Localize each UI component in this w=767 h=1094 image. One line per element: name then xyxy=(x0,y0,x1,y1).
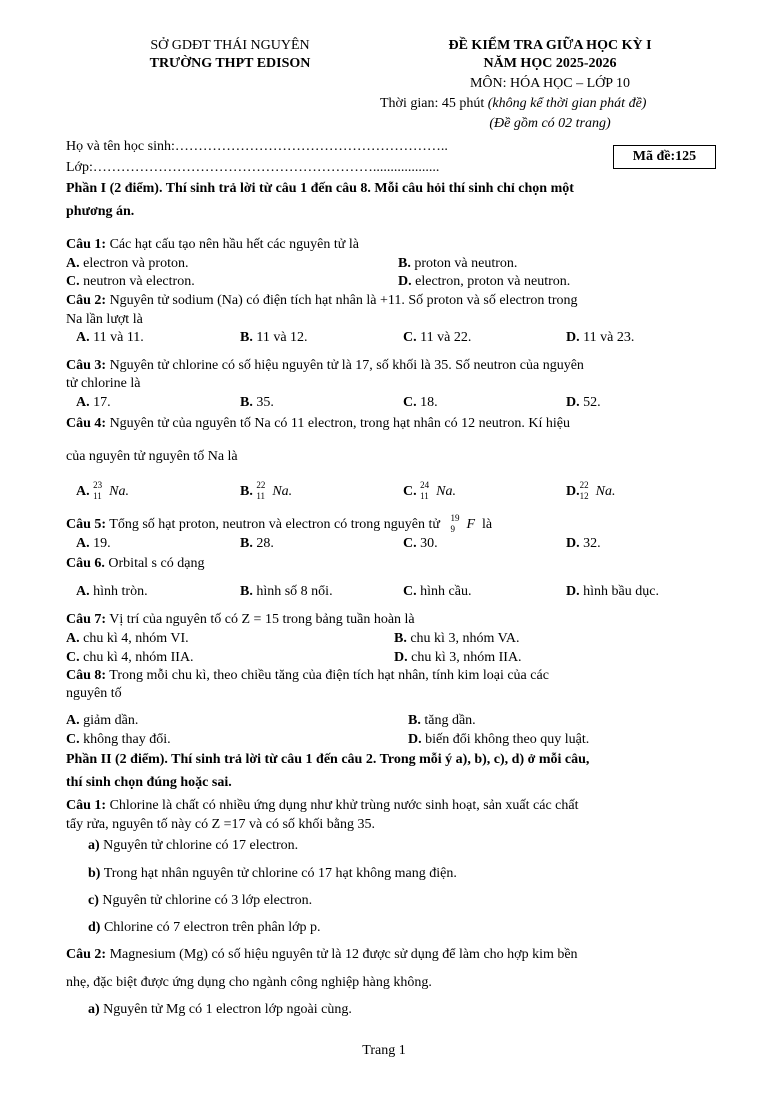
part1-title: Phần I (2 điểm). Thí sinh trả lời từ câu 1 đến câu 8. Mỗi câu hỏi thí sinh chỉ chọn một xyxy=(66,181,574,196)
q6-option-c: C. hình cầu. xyxy=(403,584,472,599)
q3-stem-cont: tử chlorine là xyxy=(66,376,141,391)
q7-option-c: C. chu kì 4, nhóm IIA. xyxy=(66,650,194,665)
q4-stem: Câu 4: Nguyên tử của nguyên tố Na có 11 electron, trong hạt nhân có 12 neutron. Kí hiệu xyxy=(66,416,570,431)
p2q2-stem: Câu 2: Magnesium (Mg) có số hiệu nguyên tử là 12 được sử dụng để làm cho hợp kim bền xyxy=(66,947,578,962)
p2q1-statement-d: d) Chlorine có 7 electron trên phân lớp p. xyxy=(88,920,321,935)
q5-stem: Câu 5: Tổng số hạt proton, neutron và electron có trong nguyên tử 19 9 F là xyxy=(66,513,493,534)
q1-option-a: A. electron và proton. xyxy=(66,256,189,271)
q1-option-c: C. neutron và electron. xyxy=(66,274,195,289)
q4-option-c: C. 24 11 Na. xyxy=(403,480,456,501)
q2-stem-cont: Na lần lượt là xyxy=(66,312,143,327)
p2q1-stem-cont: tẩy rửa, nguyên tố này có Z =17 và có số khối bằng 35. xyxy=(66,817,376,832)
q4-option-b: B. 22 11 Na. xyxy=(240,480,293,501)
q3-option-b: B. 35. xyxy=(240,395,274,410)
dept-name: SỞ GDĐT THÁI NGUYÊN xyxy=(150,38,310,53)
q8-stem-cont: nguyên tố xyxy=(66,686,122,701)
q8-option-b: B. tăng dần. xyxy=(408,713,476,728)
q7-option-a: A. chu kì 4, nhóm VI. xyxy=(66,631,189,646)
q1-stem: Câu 1: Các hạt cấu tạo nên hầu hết các nguyên tử là xyxy=(66,237,359,252)
q8-option-a: A. giảm dần. xyxy=(66,713,139,728)
school-year: NĂM HỌC 2025-2026 xyxy=(483,56,617,71)
part1-title-cont: phương án. xyxy=(66,204,135,219)
q7-option-b: B. chu kì 3, nhóm VA. xyxy=(394,631,520,646)
q8-option-c: C. không thay đổi. xyxy=(66,732,171,747)
q3-option-c: C. 18. xyxy=(403,395,438,410)
q3-stem: Câu 3: Nguyên tử chlorine có số hiệu nguyên tử là 17, số khối là 35. Số neutron của nguyên xyxy=(66,358,584,373)
part2-title: Phần II (2 điểm). Thí sinh trả lời từ câu 1 đến câu 2. Trong mỗi ý a), b), c), d) ở mỗi câu, xyxy=(66,752,590,767)
q6-option-b: B. hình số 8 nổi. xyxy=(240,584,333,599)
class-line: Lớp:……………………………………………………................... xyxy=(66,160,440,175)
p2q2-stem-cont: nhẹ, đặc biệt được ứng dụng cho ngành công nghiệp hàng không. xyxy=(66,975,432,990)
q1-option-d: D. electron, proton và neutron. xyxy=(398,274,571,289)
school-name: TRƯỜNG THPT EDISON xyxy=(149,56,311,71)
exam-title: ĐỀ KIỂM TRA GIỮA HỌC KỲ I xyxy=(448,38,652,53)
q5-option-a: A. 19. xyxy=(76,536,111,551)
q6-option-a: A. hình tròn. xyxy=(76,584,148,599)
q8-option-d: D. biến đổi không theo quy luật. xyxy=(408,732,590,747)
pages-note: (Đề gồm có 02 trang) xyxy=(489,116,611,131)
q5-option-c: C. 30. xyxy=(403,536,438,551)
q1-option-b: B. proton và neutron. xyxy=(398,256,518,271)
q2-option-a: A. 11 và 11. xyxy=(76,330,144,345)
page-number: Trang 1 xyxy=(362,1043,406,1058)
p2q2-statement-a: a) Nguyên tử Mg có 1 electron lớp ngoài cùng. xyxy=(88,1002,352,1017)
q5-option-d: D. 32. xyxy=(566,536,601,551)
q3-option-a: A. 17. xyxy=(76,395,111,410)
q7-option-d: D. chu kì 3, nhóm IIA. xyxy=(394,650,522,665)
q6-option-d: D. hình bầu dục. xyxy=(566,584,659,599)
q2-option-c: C. 11 và 22. xyxy=(403,330,472,345)
part2-title-cont: thí sinh chọn đúng hoặc sai. xyxy=(66,775,232,790)
q4-option-a: A. 23 11 Na. xyxy=(76,480,129,501)
p2q1-stem: Câu 1: Chlorine là chất có nhiều ứng dụng như khử trùng nước sinh hoạt, sản xuất các chất xyxy=(66,798,579,813)
p2q1-statement-c: c) Nguyên tử chlorine có 3 lớp electron. xyxy=(88,893,313,908)
q2-option-b: B. 11 và 12. xyxy=(240,330,308,345)
p2q1-statement-b: b) Trong hạt nhân nguyên tử chlorine có 17 hạt không mang điện. xyxy=(88,866,457,881)
q4-stem-cont: của nguyên tử nguyên tố Na là xyxy=(66,449,238,464)
subject: MÔN: HÓA HỌC – LỚP 10 xyxy=(469,76,631,91)
q6-stem: Câu 6. Orbital s có dạng xyxy=(66,556,205,571)
q5-option-b: B. 28. xyxy=(240,536,274,551)
q4-option-d: D. 22 12 Na. xyxy=(566,480,616,501)
student-name-line: Họ và tên học sinh:………………………………………………….. xyxy=(66,139,448,154)
q7-stem: Câu 7: Vị trí của nguyên tố có Z = 15 trong bảng tuần hoàn là xyxy=(66,612,415,627)
q3-option-d: D. 52. xyxy=(566,395,601,410)
exam-time: Thời gian: 45 phút (không kể thời gian phát đề) xyxy=(380,96,647,111)
exam-code-box: Mã đề:125 xyxy=(613,145,716,169)
q8-stem: Câu 8: Trong mỗi chu kì, theo chiều tăng của điện tích hạt nhân, tính kim loại của các xyxy=(66,668,549,683)
p2q1-statement-a: a) Nguyên tử chlorine có 17 electron. xyxy=(88,838,299,853)
q2-stem: Câu 2: Nguyên tử sodium (Na) có điện tích hạt nhân là +11. Số proton và số electron trong xyxy=(66,293,578,308)
q2-option-d: D. 11 và 23. xyxy=(566,330,635,345)
